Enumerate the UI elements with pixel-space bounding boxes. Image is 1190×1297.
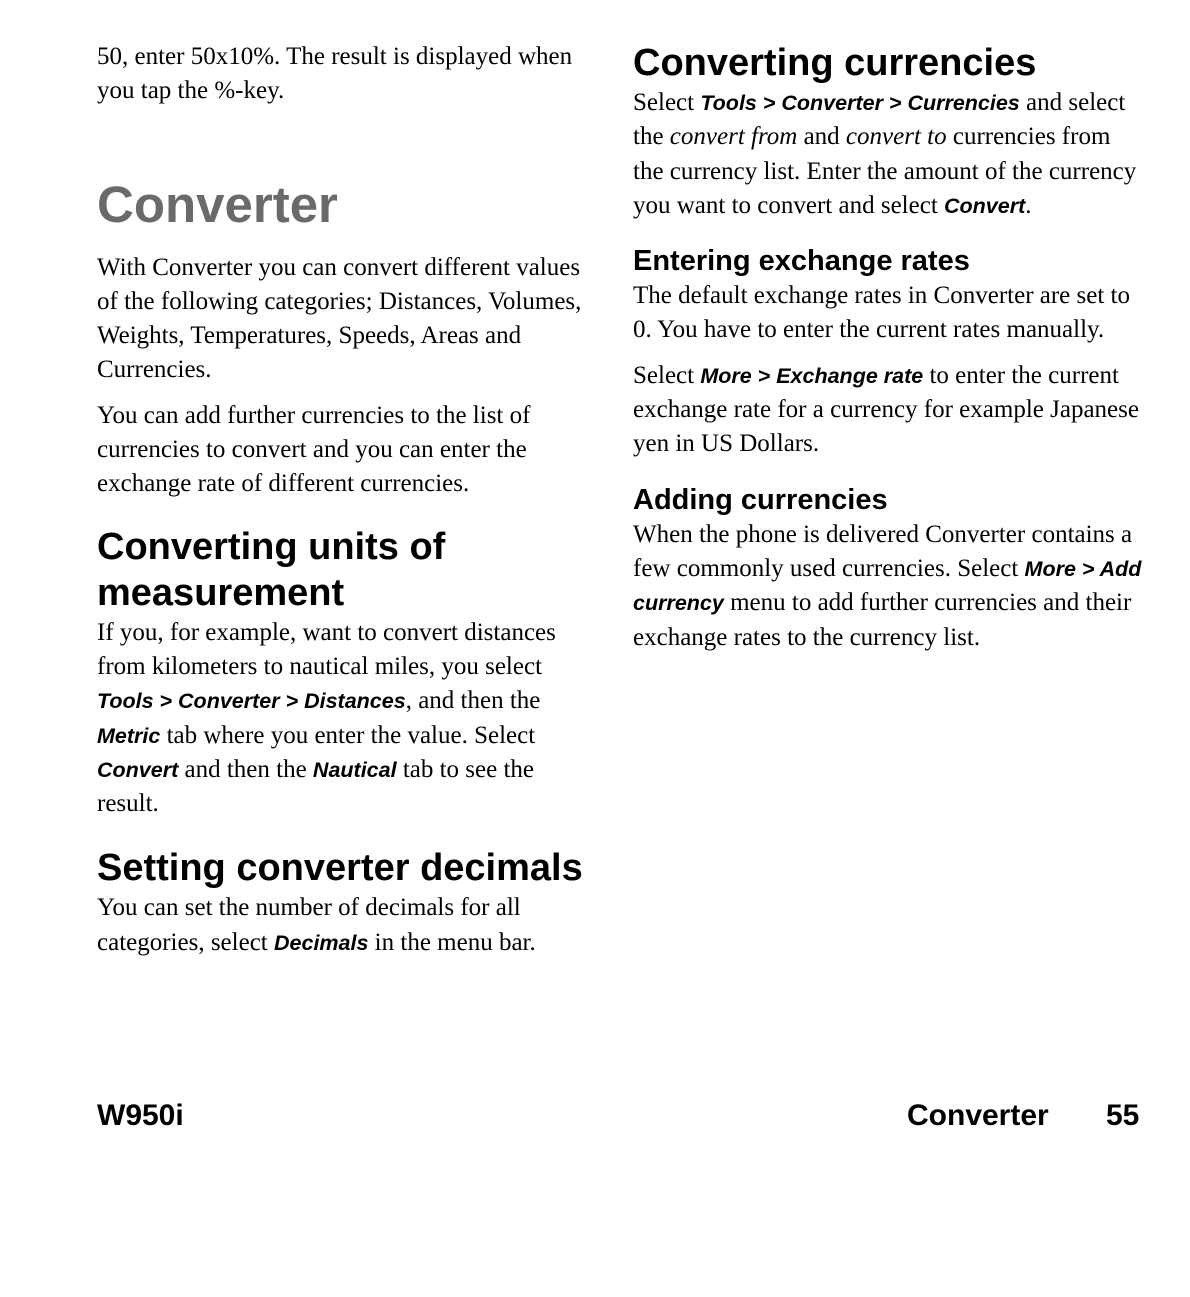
currencies-paragraph: Select Tools > Converter > Currencies and select the convert from and convert to currencies from the currency list. Enter the amount of the currency you want to convert and select Convert. (633, 89, 1137, 219)
heading-entering-rates: Entering exchange rates (633, 245, 970, 278)
decimals-paragraph: You can set the number of decimals for all categories, select Decimals in the menu bar. (97, 894, 536, 956)
currencies-intro-paragraph: You can add further currencies to the list of currencies to convert and you can enter the exchange rate of different currencies. (97, 401, 531, 498)
ui-convert: Convert (97, 757, 179, 782)
units-paragraph: If you, for example, want to convert distances from kilometers to nautical miles, you select Tools > Converter > Distances, and then the Metric tab where you enter the value. Select Convert and then the Nautical tab to see the result. (97, 618, 556, 818)
ui-convert-currency: Convert (944, 193, 1026, 218)
converter-intro-paragraph: With Converter you can convert different values of the following categories; Distances, Volumes, Weights, Temperatures, Speeds, Areas and Currencies. (97, 253, 582, 384)
ui-path-currencies: Tools > Converter > Currencies (700, 91, 1020, 115)
heading-adding-currencies: Adding currencies (633, 483, 888, 516)
heading-setting-decimals: Setting converter decimals (97, 847, 583, 890)
ui-decimals: Decimals (274, 930, 369, 955)
chapter-title: Converter (97, 175, 338, 233)
intro-paragraph: 50, enter 50x10%. The result is displayed when you tap the %-key. (97, 43, 573, 105)
adding-paragraph: When the phone is delivered Converter contains a few commonly used currencies. Select More > Add currency menu to add further currencies and their exchange rates to the currency list. (633, 520, 1142, 651)
ui-nautical: Nautical (312, 757, 397, 782)
left-column (97, 40, 602, 971)
heading-converting-currencies: Converting currencies (633, 42, 1037, 84)
rates-paragraph-2: Select More > Exchange rate to enter the current exchange rate for a currency for example Japanese yen in US Dollars. (633, 361, 1139, 458)
footer-section: Converter (907, 1099, 1049, 1132)
ui-metric: Metric (97, 723, 161, 748)
ui-exchange-rate: More > Exchange rate (700, 363, 924, 388)
rates-paragraph-1: The default exchange rates in Converter are set to 0. You have to enter the current rates manually. (633, 282, 1130, 344)
page-number: 55 (1106, 1099, 1140, 1132)
ui-path-distances: Tools > Converter > Distances (97, 689, 406, 714)
right-column (633, 40, 1143, 666)
ui-add-currency: More > Add currency (633, 556, 1142, 616)
heading-converting-units: Converting units of measurement (97, 525, 446, 614)
footer-model: W950i (97, 1099, 184, 1132)
